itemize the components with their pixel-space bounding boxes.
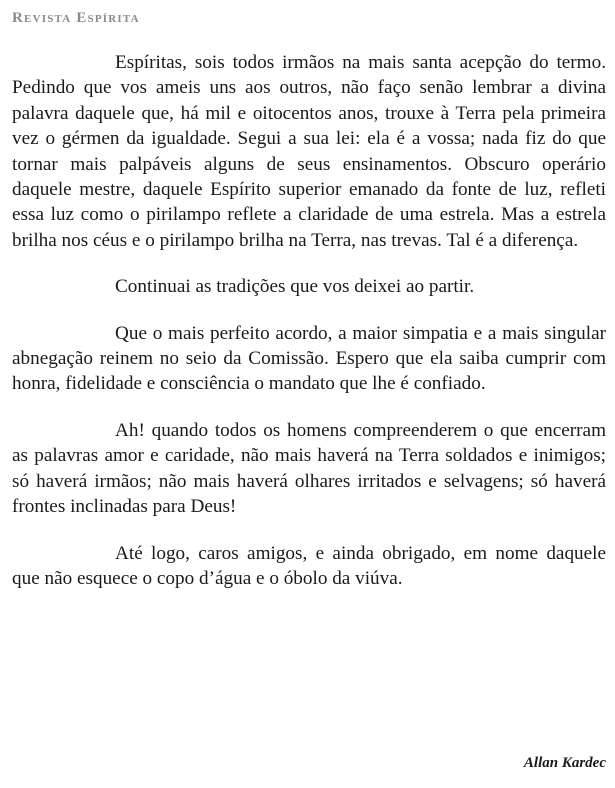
document-page bbox=[12, 0, 606, 788]
paragraph: Continuai as tradições que vos deixei ao partir. bbox=[115, 276, 475, 298]
paragraph: Que o mais perfeito acordo, a maior simpatia e a mais singular abnegação reinem no seio da Comissão. Espero que ela saiba cumprir com honra, fidelidade e consciência o mandato que lhe é confiado. bbox=[12, 322, 606, 395]
paragraph: Espíritas, sois todos irmãos na mais santa acepção do termo. Pedindo que vos ameis uns aos outros, não faço senão lembrar a divina palavra daquele que, há mil e oitocentos anos, trouxe à Terra pela primeira vez o gérmen da igualdade. Segui a sua lei: ela é a vossa; nada fiz do que tornar mais palpáveis alguns de seus ensinamentos. Obscuro operário daquele mestre, daquele Espírito superior emanado da fonte de luz, refleti essa luz como o pirilampo reflete a claridade de uma estrela. Mas a estrela brilha nos céus e o pirilampo brilha na Terra, nas trevas. Tal é a diferença. bbox=[12, 52, 606, 251]
paragraph: Até logo, caros amigos, e ainda obrigado, em nome daquele que não esquece o copo d’água e o óbolo da viúva. bbox=[12, 542, 606, 589]
signature: Allan Kardec bbox=[523, 755, 606, 771]
body-text bbox=[12, 50, 606, 612]
running-header: Revista Espírita bbox=[12, 10, 140, 26]
paragraph: Ah! quando todos os homens compreenderem o que encerram as palavras amor e caridade, não mais haverá na Terra soldados e inimigos; só haverá irmãos; não mais haverá olhares irritados e selvagens; só haverá frontes inclinadas para Deus! bbox=[12, 419, 606, 518]
